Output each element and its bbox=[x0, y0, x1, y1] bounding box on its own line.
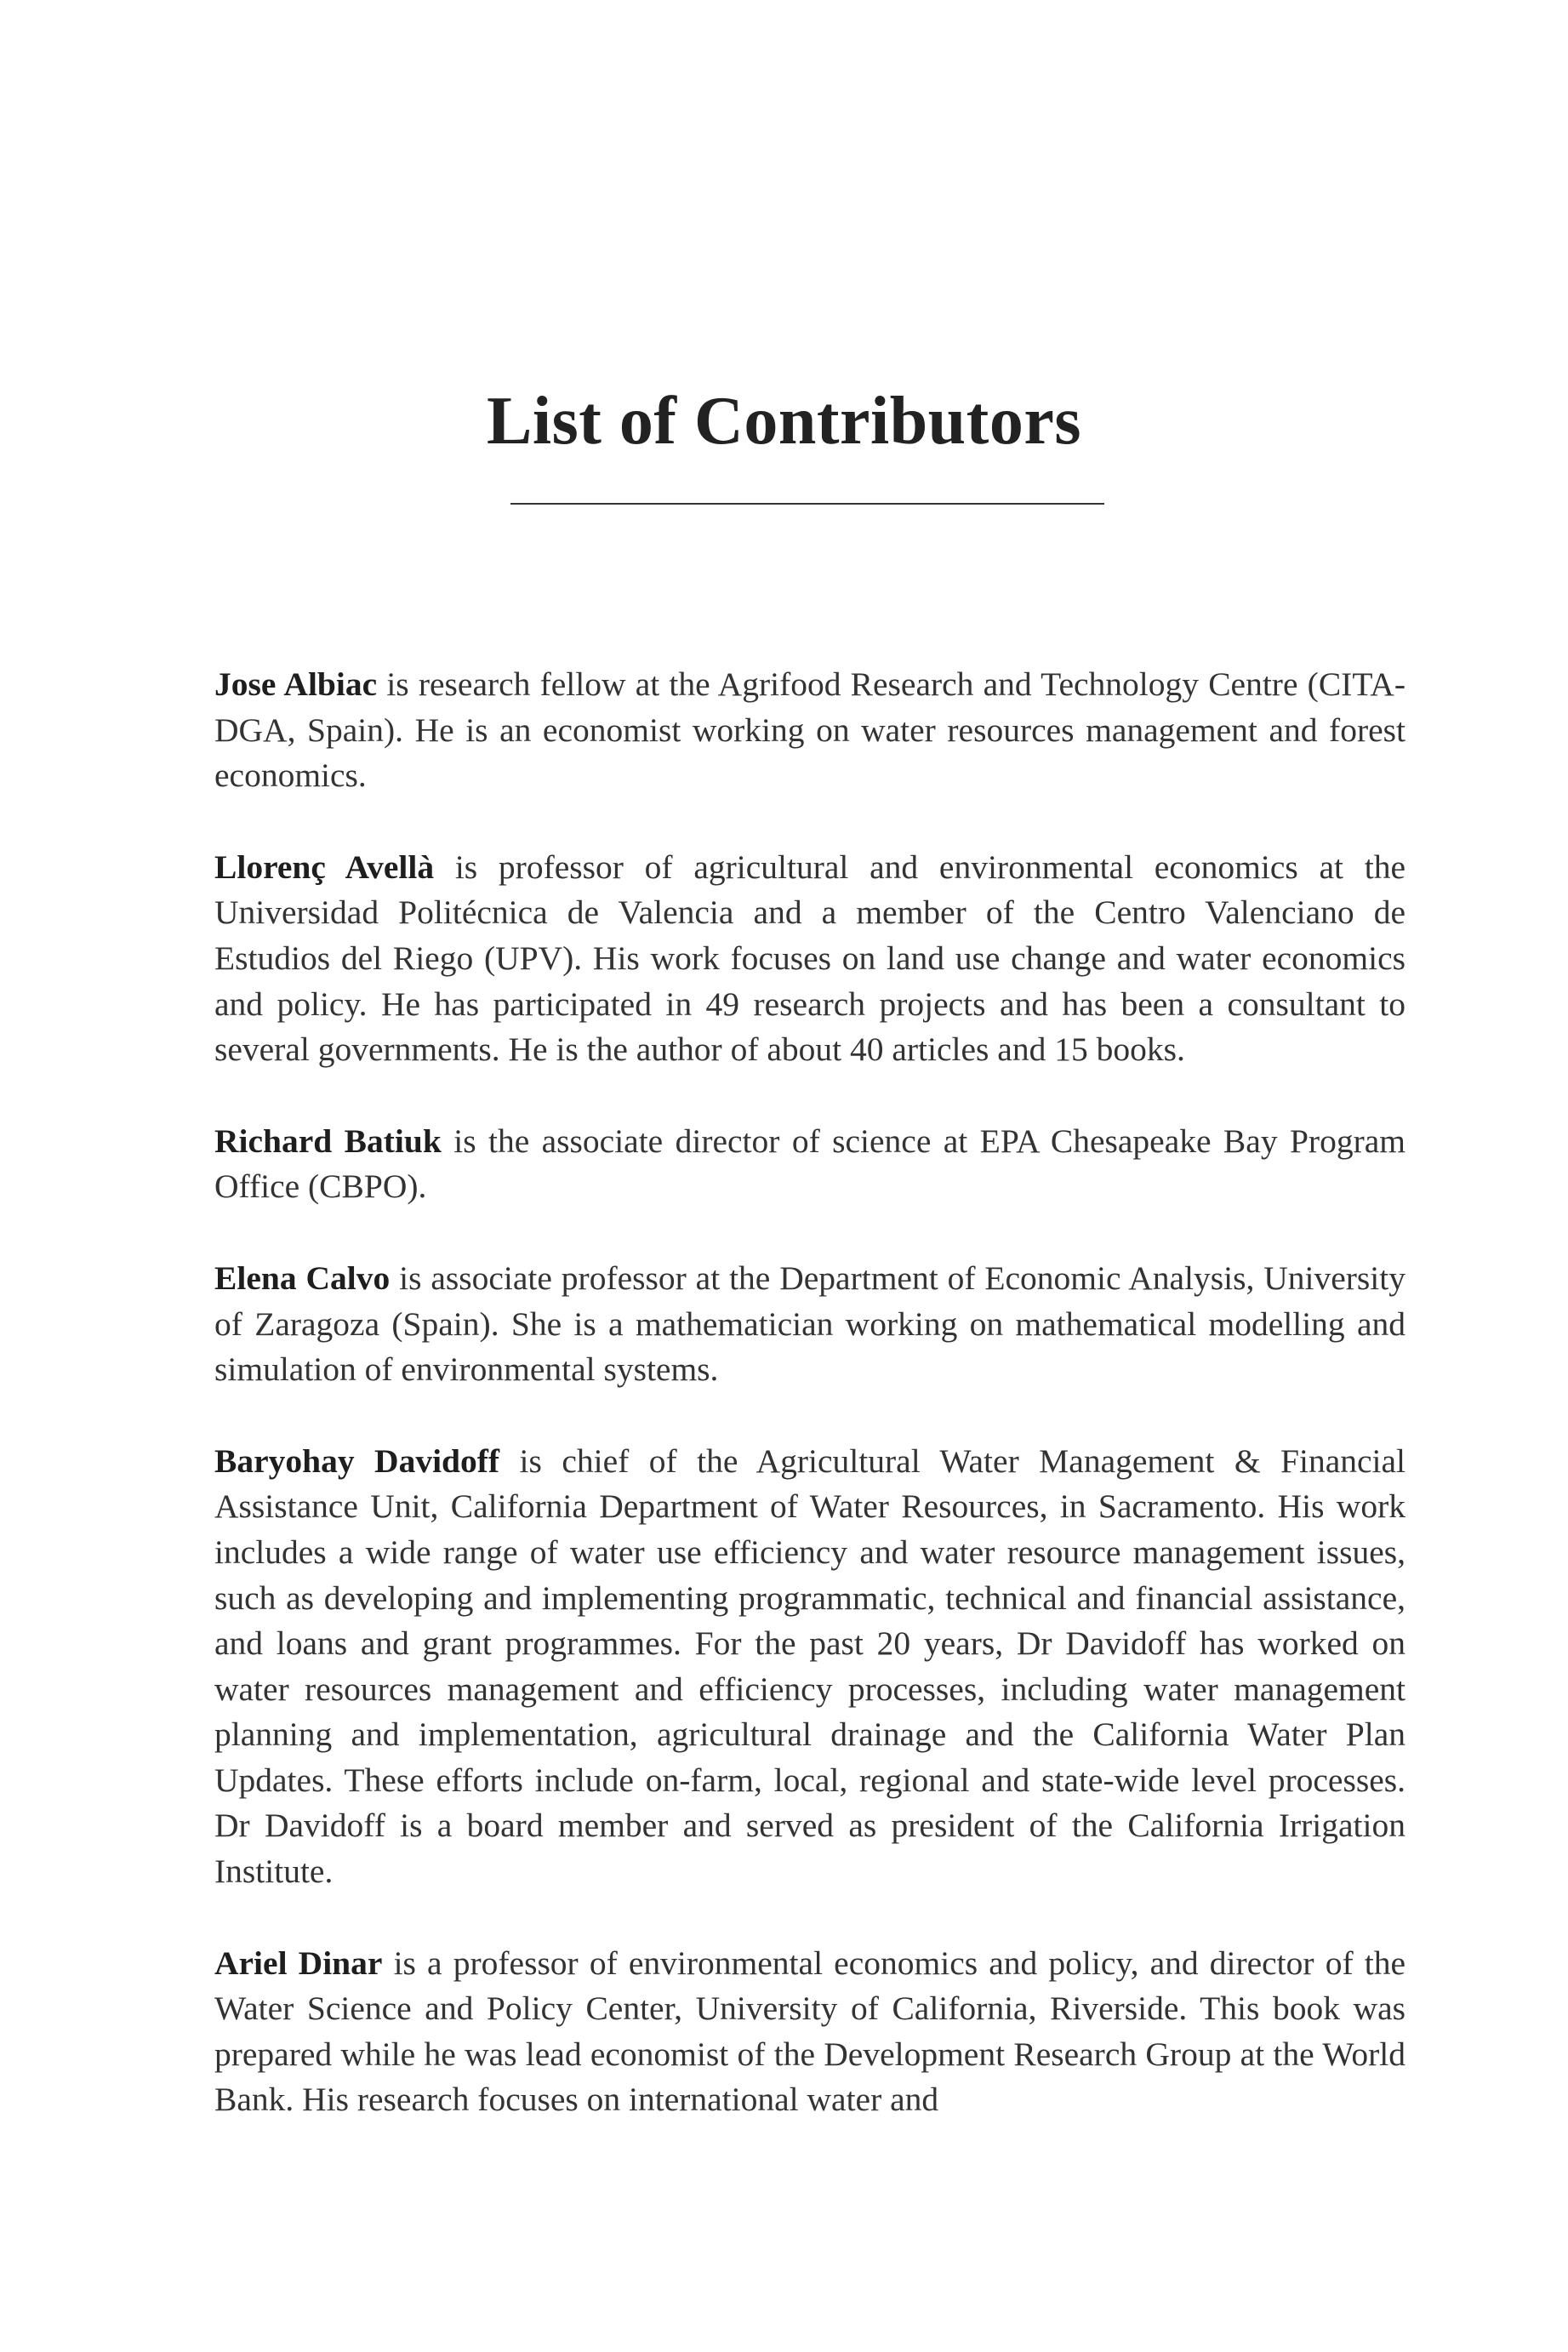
contributor-bio: is a professor of environmental economics and policy, and director of the Water Science and Policy Center, University of California, Riverside. This book was prepared while he was lead economist of the Development Research Group at the World Bank. His research focuses on international water and bbox=[214, 1944, 1405, 2119]
contributor-entry bbox=[214, 1256, 1405, 1393]
contributor-bio: is the associate director of science at EPA Chesapeake Bay Program Office (CBPO). bbox=[214, 1122, 1406, 1206]
contributor-bio: is associate professor at the Department of Economic Analysis, University of Zaragoza (Spain). She is a mathematician working on mathematical modelling and simulation of environmental systems. bbox=[214, 1259, 1405, 1389]
contributor-name: Ariel Dinar bbox=[214, 1944, 383, 1982]
contributor-name: Richard Batiuk bbox=[214, 1122, 442, 1160]
contributor-entry bbox=[214, 845, 1405, 1073]
page-title: List of Contributors bbox=[487, 384, 1081, 459]
contributor-name: Llorenç Avellà bbox=[214, 848, 435, 886]
contributor-bio: is research fellow at the Agrifood Research and Technology Centre (CITA-DGA, Spain). He is an economist working on water resources management and forest economics. bbox=[214, 665, 1405, 795]
title-underline bbox=[510, 503, 1104, 505]
contributor-entry bbox=[214, 1941, 1405, 2123]
contributor-name: Elena Calvo bbox=[214, 1259, 391, 1297]
contributor-name: Jose Albiac bbox=[214, 665, 378, 703]
contributor-entry bbox=[214, 662, 1405, 799]
contributor-entry bbox=[214, 1119, 1405, 1210]
contributor-bio: is professor of agricultural and environmental economics at the Universidad Politécnica de Valencia and a member of the Centro Valenciano de Estudios del Riego (UPV). His work focuses on land use change and water economics and policy. He has participated in 49 research projects and has been a consultant to several governments. He is the author of about 40 articles and 15 books. bbox=[214, 848, 1405, 1069]
contributor-name: Baryohay Davidoff bbox=[214, 1441, 500, 1480]
contributors-list bbox=[214, 662, 1405, 2169]
contributor-entry bbox=[214, 1439, 1405, 1895]
contributor-bio: is chief of the Agricultural Water Management & Financial Assistance Unit, California Department of Water Resources, in Sacramento. His work includes a wide range of water use efficiency and water resource management issues, such as developing and implementing programmatic, technical and financial assistance, and loans and grant programmes. For the past 20 years, Dr Davidoff has worked on water resources management and efficiency processes, including water management planning and implementation, agricultural drainage and the California Water Plan Updates. These efforts include on-farm, local, regional and state-wide level processes. Dr Davidoff is a board member and served as president of the California Irrigation Institute. bbox=[214, 1441, 1405, 1891]
